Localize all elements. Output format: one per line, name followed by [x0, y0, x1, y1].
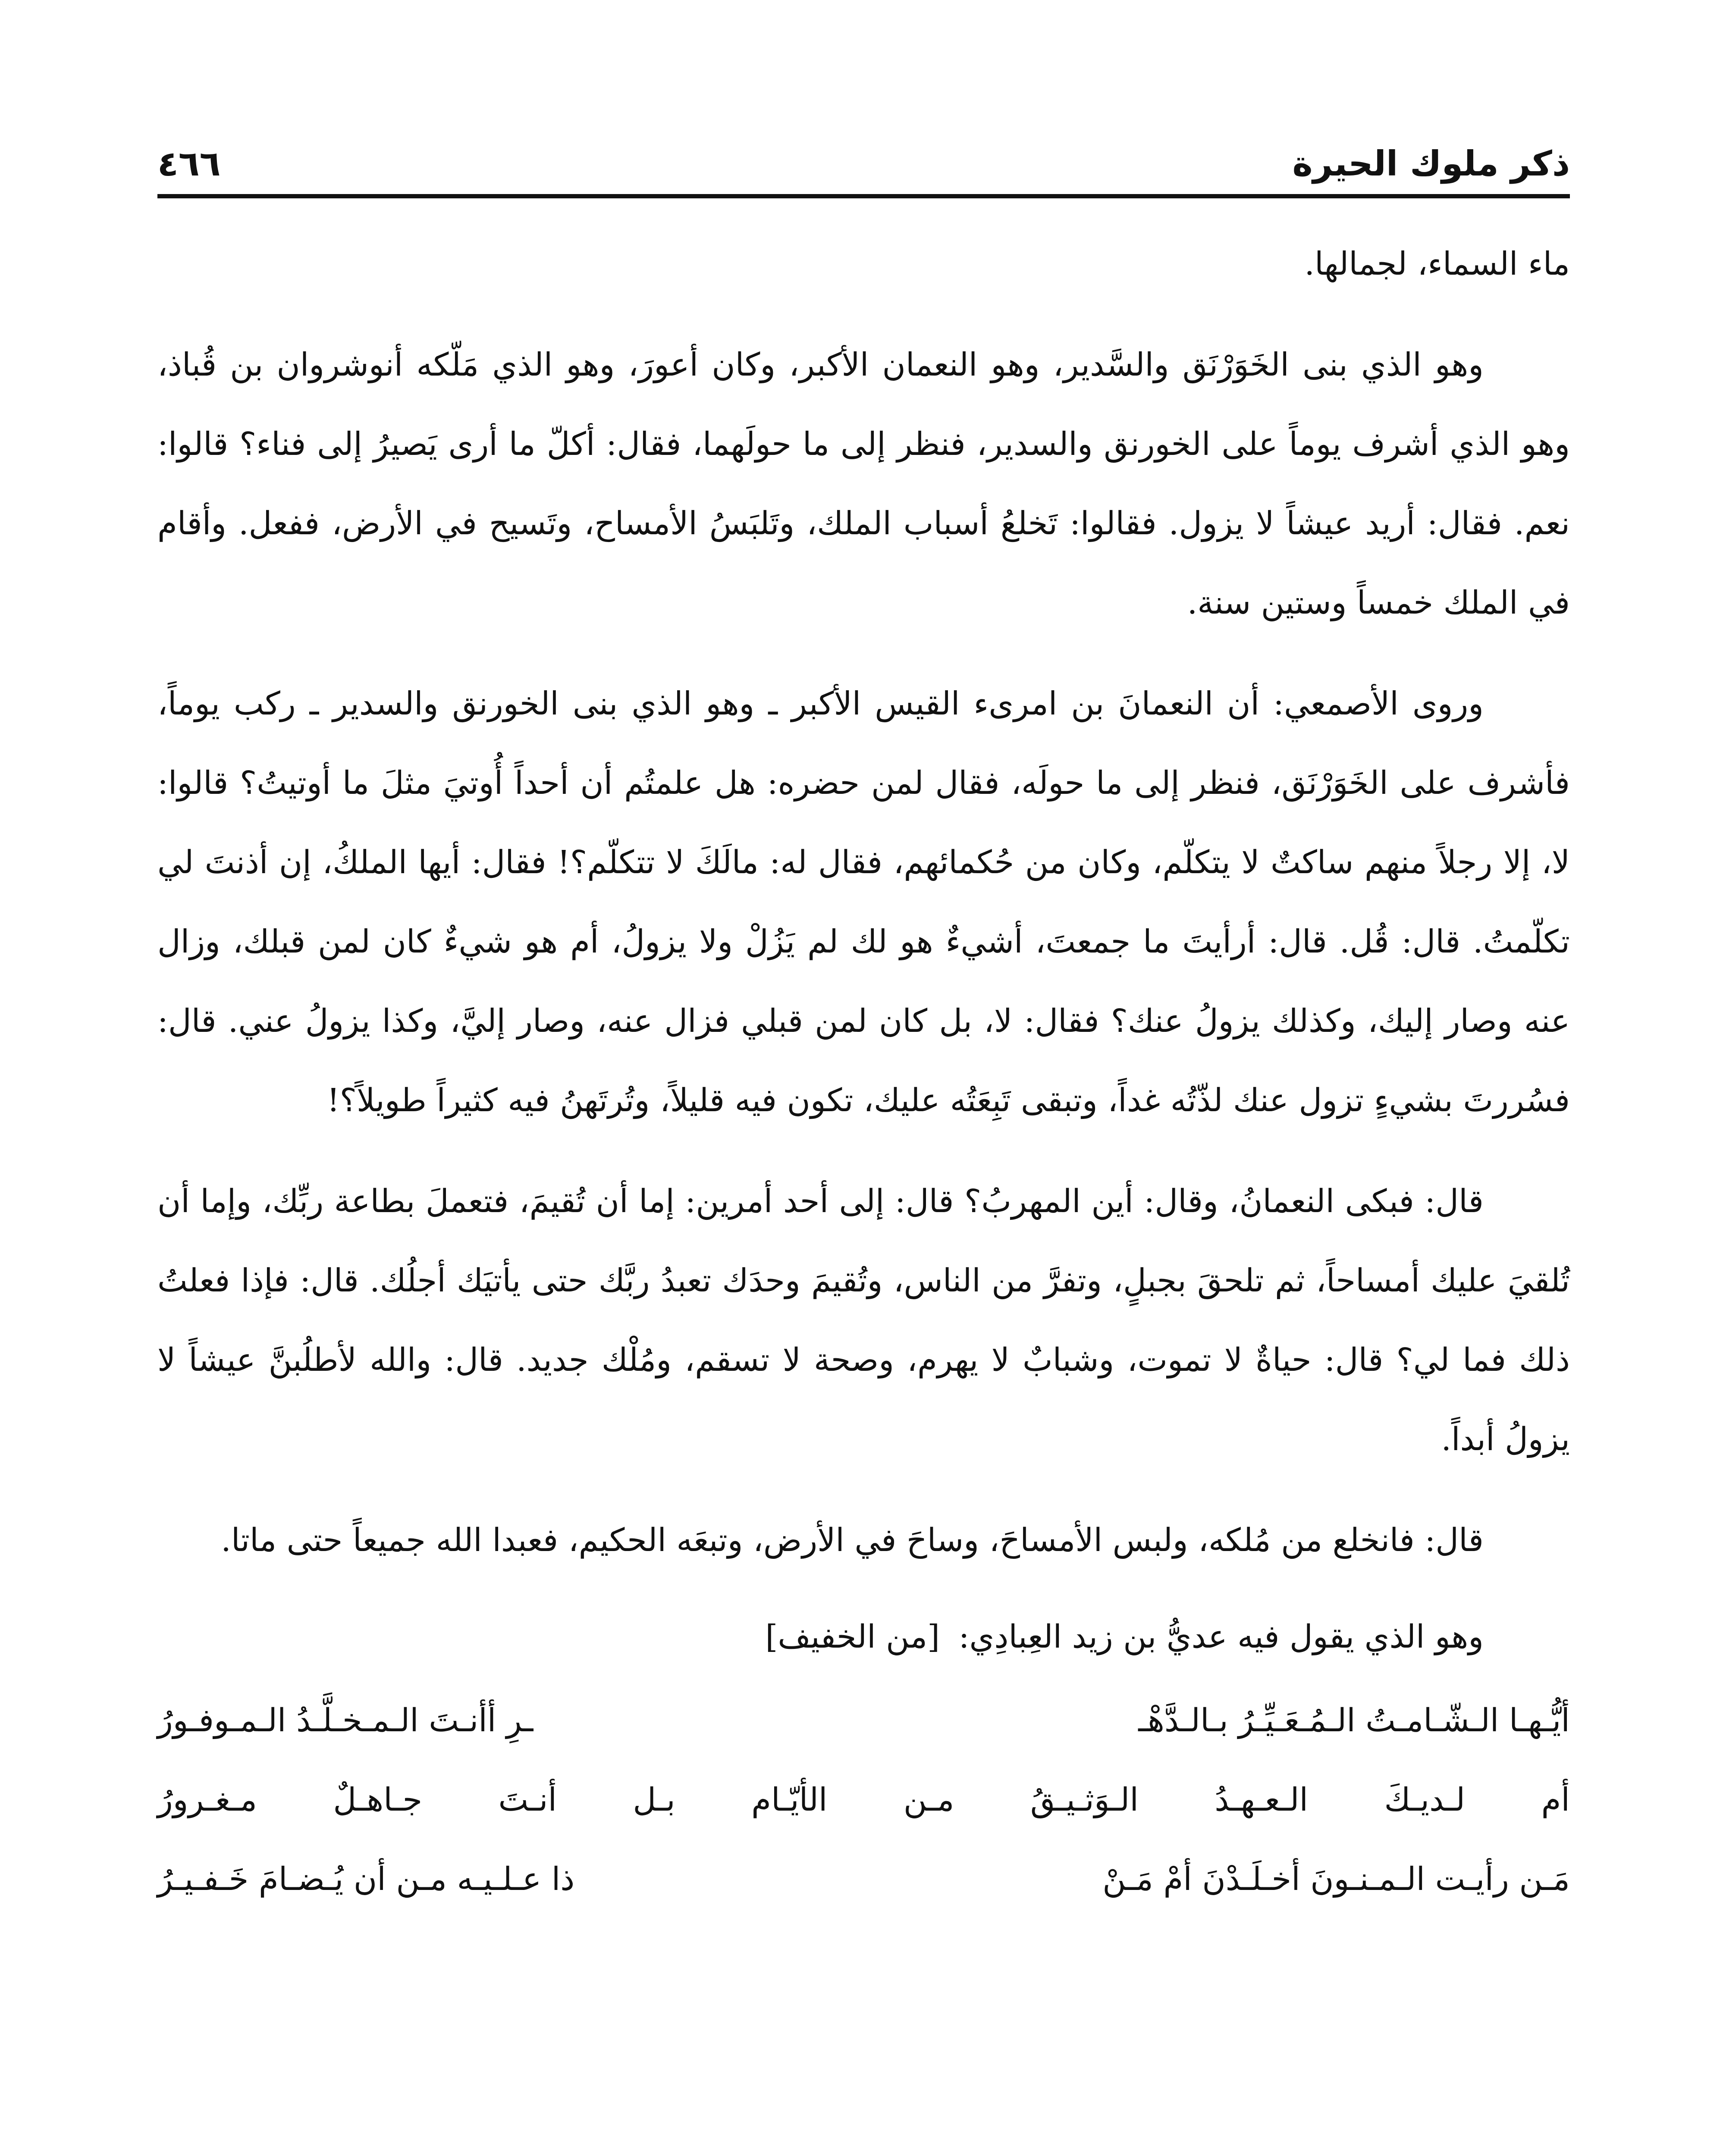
body-text — [157, 224, 1570, 1580]
paragraph-abdication: قال: فانخلع من مُلكه، ولبس الأمساحَ، وساحَ في الأرض، وتبعَه الحكيم، فعبدا الله جميعاً حتى ماتا. — [221, 1522, 1484, 1559]
verse-first-hemistich: أيُّـهـا الـشّـامـتُ الـمُـعَـيِّـرُ بـالـدَّهْـ — [1138, 1702, 1570, 1739]
paragraph-nuaman-weeps: قال: فبكى النعمانُ، وقال: أين المهربُ؟ قال: إلى أحد أمرين: إما أن تُقيمَ، فتعملَ بطاعة ربِّك، وإما أن تُلقيَ عليك أمساحاً، ثم تلحقَ بجبلٍ، وتفرَّ من الناس، وتُقيمَ وحدَك تعبدُ ربَّك حتى يأتيَك أجلُك. قال: فإذا فعلتُ ذلك فما لي؟ قال: حياةٌ لا تموت، وشبابٌ لا يهرم، وصحة لا تسقم، ومُلْك جديد. قال: والله لأطلُبنَّ عيشاً لا يزولُ أبداً. — [157, 1183, 1570, 1458]
verse-second-hemistich: ـرِ أأنـتَ الـمـخـلَّـدُ الـمـوفـورُ — [157, 1702, 534, 1739]
poem-intro — [157, 1597, 1570, 1677]
verse-first-hemistich: مَـن رأيـت الـمـنـونَ أخـلَـدْنَ أمْ مَـنْ — [1102, 1861, 1570, 1898]
chapter-title: ذكر ملوك الحيرة — [1292, 144, 1570, 184]
page-number: ٤٦٦ — [157, 144, 221, 184]
running-header — [157, 142, 1570, 198]
poem-meter: [من الخفيف] — [765, 1618, 940, 1655]
verse-full-line: أم لـديـكَ الـعـهـدُ الـوَثـيـقُ مـن الأيّـام بـل أنـتَ جـاهـلٌ مـغـرورُ — [157, 1781, 1570, 1818]
book-page — [157, 142, 1570, 1919]
poem-verse — [157, 1760, 1570, 1839]
poem-intro-text: وهو الذي يقول فيه عديُّ بن زيد العِبادِي: — [958, 1618, 1484, 1655]
poem-verse — [157, 1839, 1570, 1919]
poem — [157, 1681, 1570, 1919]
verse-second-hemistich: ذا عـلـيـه مـن أن يُـضـامَ خَـفـيـرُ — [157, 1861, 575, 1898]
poem-verse — [157, 1681, 1570, 1760]
paragraph-khawarnaq: وهو الذي بنى الخَوَرْنَق والسَّدير، وهو النعمان الأكبر، وكان أعورَ، وهو الذي مَلّكه أنوشروان بن قُباذ، وهو الذي أشرف يوماً على الخورنق والسدير، فنظر إلى ما حولَهما، فقال: أكلّ ما أرى يَصيرُ إلى فناء؟ قالوا: نعم. فقال: أريد عيشاً لا يزول. فقالوا: تَخلعُ أسباب الملك، وتَلبَسُ الأمساح، وتَسيح في الأرض، ففعل. وأقام في الملك خمساً وستين سنة. — [157, 346, 1570, 621]
paragraph-asmai-narration: وروى الأصمعي: أن النعمانَ بن امرىء القيس الأكبر ـ وهو الذي بنى الخورنق والسدير ـ ركب يوماً، فأشرف على الخَوَرْنَق، فنظر إلى ما حولَه، فقال لمن حضره: هل علمتُم أن أحداً أُوتيَ مثلَ ما أوتيتُ؟ قالوا: لا، إلا رجلاً منهم ساكتٌ لا يتكلّم، وكان من حُكمائهم، فقال له: مالَكَ لا تتكلّم؟! فقال: أيها الملكُ، إن أذنتَ لي تكلّمتُ. قال: قُل. قال: أرأيتَ ما جمعتَ، أشيءٌ هو لك لم يَزُلْ ولا يزولُ، أم هو شيءٌ كان لمن قبلك، وزال عنه وصار إليك، وكذلك يزولُ عنك؟ فقال: لا، بل كان لمن قبلي فزال عنه، وصار إليَّ، وكذا يزولُ عني. قال: فسُررتَ بشيءٍ تزول عنك لذّتُه غداً، وتبقى تَبِعَتُه عليك، تكون فيه قليلاً، وتُرتَهنُ فيه كثيراً طويلاً؟! — [157, 685, 1570, 1119]
paragraph-continuation: ماء السماء، لجمالها. — [1304, 245, 1570, 282]
